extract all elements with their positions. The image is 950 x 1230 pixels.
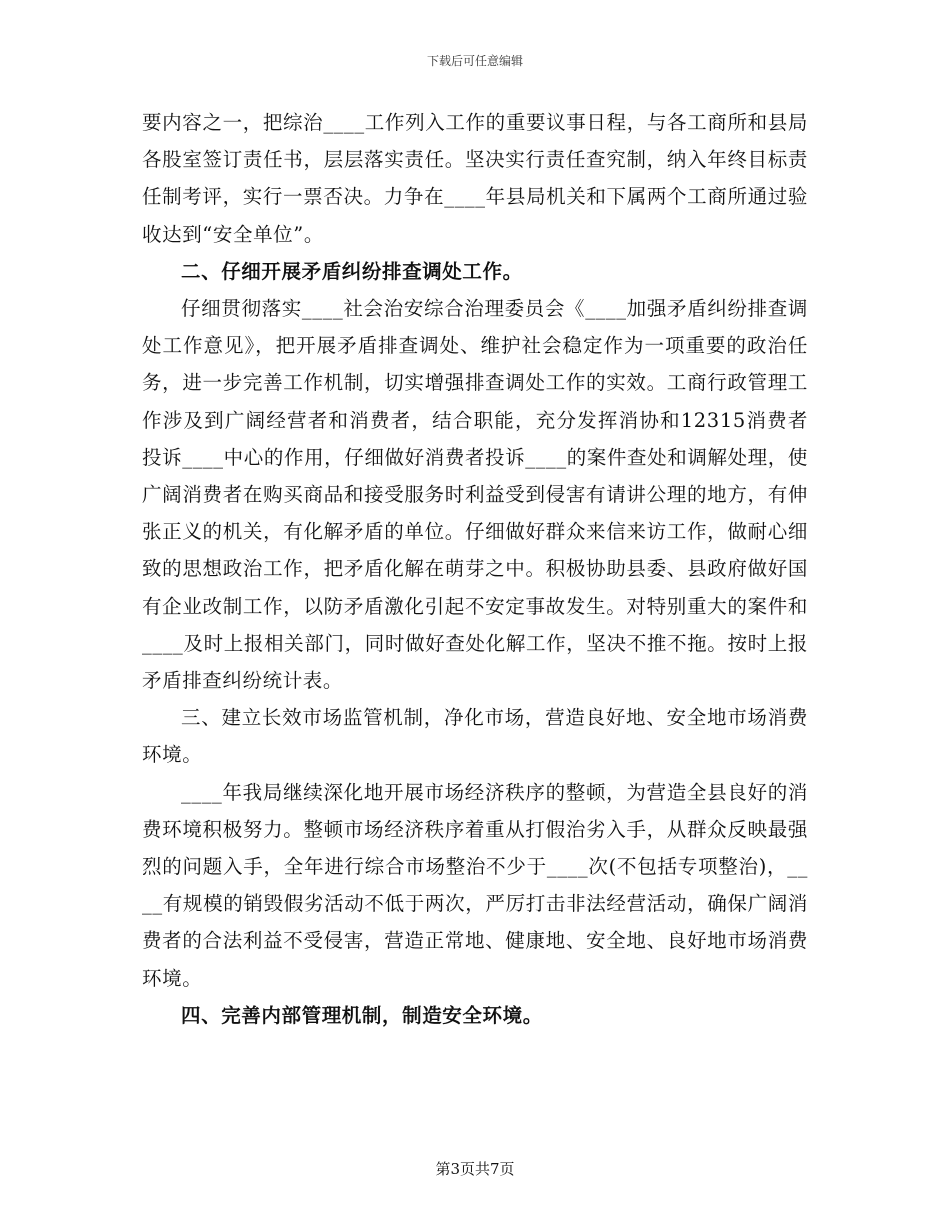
section-heading-4: 四、完善内部管理机制，制造安全环境。 bbox=[181, 1003, 543, 1027]
page-number: 第3页共7页 bbox=[435, 1160, 515, 1178]
section-heading-2: 二、仔细开展矛盾纠纷排查调处工作。 bbox=[181, 259, 523, 283]
paragraph-market-supervision: ____年我局继续深化地开展市场经济秩序的整顿，为营造全县良好的消费环境积极努力。整顿市场经济秩序着重从打假治劣入手，从群众反映最强烈的问题入手，全年进行综合市场整治不少于____次(不包括专项整治)，____有规模的销毁假劣活动不低于两次，严厉打击非法经营活动，确保广阔消费者的合法利益不受侵害，营造正常地、健康地、安全地、良好地市场消费环境。 bbox=[142, 780, 808, 990]
paragraph-continuation: 要内容之一，把综治____工作列入工作的重要议事日程，与各工商所和县局各股室签订责任书，层层落实责任。坚决实行责任查究制，纳入年终目标责任制考评，实行一票否决。力争在____年县局机关和下属两个工商所通过验收达到“安全单位”。 bbox=[142, 111, 808, 246]
paragraph-dispute-resolution: 仔细贯彻落实____社会治安综合治理委员会《____加强矛盾纠纷排查调处工作意见》，把开展矛盾排查调处、维护社会稳定作为一项重要的政治任务，进一步完善工作机制，切实增强排查调处工作的实效。工商行政管理工作涉及到广阔经营者和消费者，结合职能，充分发挥消协和12315消费者投诉____中心的作用，仔细做好消费者投诉____的案件查处和调解处理，使广阔消费者在购买商品和接受服务时利益受到侵害有请讲公理的地方，有伸张正义的机关，有化解矛盾的单位。仔细做好群众来信来访工作，做耐心细致的思想政治工作，把矛盾化解在萌芽之中。积极协助县委、县政府做好国有企业改制工作，以防矛盾激化引起不安定事故发生。对特别重大的案件和____及时上报相关部门，同时做好查处化解工作，坚决不推不拖。按时上报矛盾排查纠纷统计表。 bbox=[142, 297, 808, 693]
document-body bbox=[142, 104, 808, 1034]
section-heading-3: 三、建立长效市场监管机制，净化市场，营造良好地、安全地市场消费环境。 bbox=[142, 706, 808, 767]
page-header-note: 下载后可任意编辑 bbox=[426, 54, 523, 68]
